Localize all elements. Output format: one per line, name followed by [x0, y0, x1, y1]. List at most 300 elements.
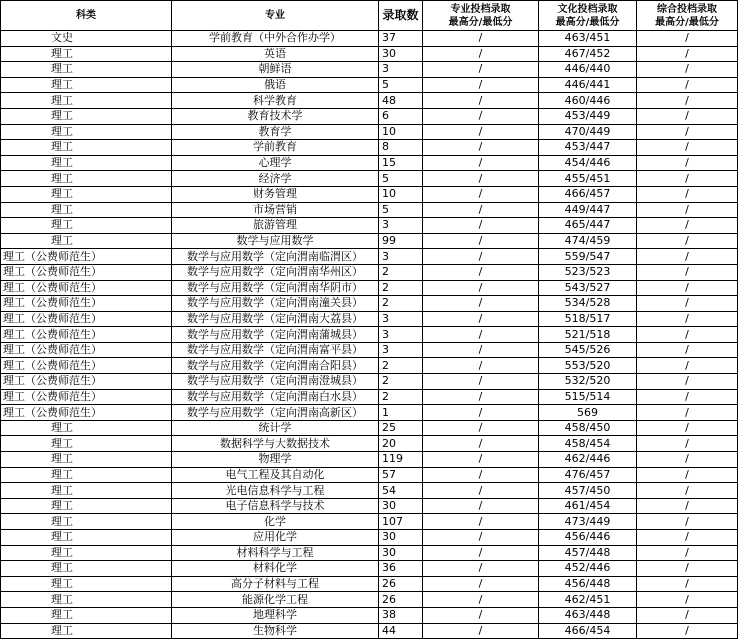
cell-admitted-count: 30 — [379, 46, 423, 62]
category-text: 理工 — [51, 592, 73, 606]
table-row — [1, 31, 738, 47]
cell-admitted-count: 10 — [379, 124, 423, 140]
cell-composite-score: / — [637, 31, 738, 47]
category-text: 理工（公费师范生） — [3, 265, 102, 279]
cell-category — [1, 108, 172, 124]
category-text: 理工 — [51, 436, 73, 450]
cell-major-score: / — [423, 342, 539, 358]
category-text: 理工 — [51, 467, 73, 481]
cell-culture-score: 462/446 — [539, 452, 637, 468]
cell-major-score: / — [423, 358, 539, 374]
category-text: 理工 — [51, 608, 73, 622]
cell-category — [1, 296, 172, 312]
category-text: 理工 — [51, 623, 73, 637]
cell-major-score: / — [423, 124, 539, 140]
category-text: 理工 — [51, 93, 73, 107]
cell-admitted-count: 44 — [379, 623, 423, 639]
cell-admitted-count: 2 — [379, 374, 423, 390]
table-row — [1, 108, 738, 124]
cell-major-score: / — [423, 264, 539, 280]
cell-composite-score: / — [637, 93, 738, 109]
cell-category — [1, 124, 172, 140]
category-text: 文史 — [51, 31, 73, 45]
cell-major-score: / — [423, 561, 539, 577]
cell-culture-score: 449/447 — [539, 202, 637, 218]
cell-culture-score: 462/451 — [539, 592, 637, 608]
cell-culture-score: 446/440 — [539, 62, 637, 78]
cell-admitted-count: 57 — [379, 467, 423, 483]
cell-admitted-count: 119 — [379, 452, 423, 468]
cell-category — [1, 452, 172, 468]
cell-composite-score: / — [637, 62, 738, 78]
category-text: 理工（公费师范生） — [3, 358, 102, 372]
table-row — [1, 592, 738, 608]
cell-culture-score: 476/457 — [539, 467, 637, 483]
cell-major-score: / — [423, 467, 539, 483]
category-text: 理工 — [51, 452, 73, 466]
cell-culture-score: 474/459 — [539, 233, 637, 249]
cell-major-score: / — [423, 607, 539, 623]
category-text: 理工 — [51, 530, 73, 544]
cell-culture-score: 446/441 — [539, 77, 637, 93]
cell-major: 学前教育 — [172, 140, 379, 156]
cell-major: 数学与应用数学 — [172, 233, 379, 249]
cell-major: 学前教育（中外合作办学） — [172, 31, 379, 47]
table-row — [1, 77, 738, 93]
cell-category — [1, 467, 172, 483]
cell-category — [1, 514, 172, 530]
header-culture-score-line2: 最高分/最低分 — [555, 16, 620, 28]
cell-composite-score: / — [637, 358, 738, 374]
cell-major: 电气工程及其自动化 — [172, 467, 379, 483]
cell-culture-score: 465/447 — [539, 218, 637, 234]
cell-major: 教育学 — [172, 124, 379, 140]
header-composite-score-line2: 最高分/最低分 — [655, 16, 719, 28]
table-row — [1, 124, 738, 140]
cell-culture-score: 473/449 — [539, 514, 637, 530]
cell-category — [1, 140, 172, 156]
table-row — [1, 264, 738, 280]
cell-admitted-count: 2 — [379, 389, 423, 405]
cell-category — [1, 93, 172, 109]
cell-admitted-count: 2 — [379, 358, 423, 374]
table-row — [1, 607, 738, 623]
table-row — [1, 249, 738, 265]
category-text: 理工 — [51, 62, 73, 76]
cell-major-score: / — [423, 140, 539, 156]
cell-admitted-count: 30 — [379, 545, 423, 561]
cell-admitted-count: 5 — [379, 77, 423, 93]
cell-admitted-count: 54 — [379, 483, 423, 499]
cell-major-score: / — [423, 592, 539, 608]
cell-culture-score: 463/448 — [539, 607, 637, 623]
cell-major: 光电信息科学与工程 — [172, 483, 379, 499]
cell-admitted-count: 26 — [379, 576, 423, 592]
cell-composite-score: / — [637, 171, 738, 187]
cell-major: 数学与应用数学（定向渭南大荔县） — [172, 311, 379, 327]
table-body — [1, 31, 738, 639]
cell-major-score: / — [423, 483, 539, 499]
category-text: 理工 — [51, 124, 73, 138]
cell-culture-score: 518/517 — [539, 311, 637, 327]
cell-culture-score: 457/450 — [539, 483, 637, 499]
cell-major-score: / — [423, 374, 539, 390]
header-major-score — [423, 1, 539, 31]
category-text: 理工 — [51, 78, 73, 92]
cell-admitted-count: 99 — [379, 233, 423, 249]
cell-major: 高分子材料与工程 — [172, 576, 379, 592]
cell-major: 数学与应用数学（定向渭南潼关县） — [172, 296, 379, 312]
cell-category — [1, 420, 172, 436]
cell-admitted-count: 36 — [379, 561, 423, 577]
cell-major: 俄语 — [172, 77, 379, 93]
category-text: 理工 — [51, 421, 73, 435]
table-row — [1, 420, 738, 436]
cell-major-score: / — [423, 327, 539, 343]
category-text: 理工（公费师范生） — [3, 343, 102, 357]
cell-major-score: / — [423, 202, 539, 218]
cell-culture-score: 553/520 — [539, 358, 637, 374]
cell-category — [1, 311, 172, 327]
cell-major-score: / — [423, 233, 539, 249]
cell-major: 数学与应用数学（定向渭南合阳县） — [172, 358, 379, 374]
header-culture-score-line1: 文化投档录取 — [557, 3, 618, 15]
cell-composite-score: / — [637, 607, 738, 623]
category-text: 理工（公费师范生） — [3, 280, 102, 294]
table-row — [1, 358, 738, 374]
cell-culture-score: 456/446 — [539, 530, 637, 546]
cell-culture-score: 453/447 — [539, 140, 637, 156]
cell-category — [1, 233, 172, 249]
category-text: 理工 — [51, 483, 73, 497]
cell-category — [1, 389, 172, 405]
cell-culture-score: 454/446 — [539, 155, 637, 171]
cell-admitted-count: 15 — [379, 155, 423, 171]
cell-category — [1, 405, 172, 421]
cell-major: 地理科学 — [172, 607, 379, 623]
cell-composite-score: / — [637, 327, 738, 343]
cell-major: 数据科学与大数据技术 — [172, 436, 379, 452]
header-culture-score — [539, 1, 637, 31]
category-text: 理工 — [51, 202, 73, 216]
table-row — [1, 202, 738, 218]
header-admitted-count: 录取数 — [379, 1, 423, 31]
cell-major-score: / — [423, 77, 539, 93]
cell-admitted-count: 30 — [379, 498, 423, 514]
cell-major-score: / — [423, 296, 539, 312]
cell-major-score: / — [423, 108, 539, 124]
cell-category — [1, 62, 172, 78]
cell-composite-score: / — [637, 467, 738, 483]
cell-category — [1, 46, 172, 62]
category-text: 理工（公费师范生） — [3, 389, 102, 403]
cell-major: 旅游管理 — [172, 218, 379, 234]
cell-composite-score: / — [637, 561, 738, 577]
cell-composite-score: / — [637, 483, 738, 499]
cell-composite-score: / — [637, 389, 738, 405]
table-row — [1, 171, 738, 187]
cell-culture-score: 523/523 — [539, 264, 637, 280]
cell-composite-score: / — [637, 155, 738, 171]
cell-culture-score: 521/518 — [539, 327, 637, 343]
table-row — [1, 155, 738, 171]
cell-composite-score: / — [637, 296, 738, 312]
cell-major-score: / — [423, 31, 539, 47]
cell-admitted-count: 2 — [379, 264, 423, 280]
table-row — [1, 436, 738, 452]
category-text: 理工 — [51, 577, 73, 591]
cell-culture-score: 461/454 — [539, 498, 637, 514]
cell-major-score: / — [423, 186, 539, 202]
cell-admitted-count: 25 — [379, 420, 423, 436]
cell-category — [1, 342, 172, 358]
cell-category — [1, 483, 172, 499]
cell-admitted-count: 3 — [379, 249, 423, 265]
cell-composite-score: / — [637, 311, 738, 327]
table-row — [1, 530, 738, 546]
cell-major: 市场营销 — [172, 202, 379, 218]
cell-major: 物理学 — [172, 452, 379, 468]
cell-category — [1, 358, 172, 374]
cell-composite-score: / — [637, 124, 738, 140]
cell-composite-score: / — [637, 592, 738, 608]
cell-category — [1, 498, 172, 514]
cell-composite-score: / — [637, 545, 738, 561]
cell-admitted-count: 3 — [379, 327, 423, 343]
category-text: 理工 — [51, 187, 73, 201]
cell-composite-score: / — [637, 280, 738, 296]
cell-composite-score: / — [637, 77, 738, 93]
cell-admitted-count: 10 — [379, 186, 423, 202]
table-row — [1, 374, 738, 390]
cell-category — [1, 202, 172, 218]
cell-culture-score: 545/526 — [539, 342, 637, 358]
cell-major: 数学与应用数学（定向渭南临渭区） — [172, 249, 379, 265]
cell-major: 数学与应用数学（定向渭南澄城县） — [172, 374, 379, 390]
category-text: 理工 — [51, 140, 73, 154]
cell-major-score: / — [423, 311, 539, 327]
cell-major-score: / — [423, 62, 539, 78]
cell-admitted-count: 6 — [379, 108, 423, 124]
cell-culture-score: 463/451 — [539, 31, 637, 47]
cell-major: 材料科学与工程 — [172, 545, 379, 561]
cell-admitted-count: 2 — [379, 280, 423, 296]
cell-admitted-count: 5 — [379, 202, 423, 218]
cell-admitted-count: 3 — [379, 62, 423, 78]
cell-major: 电子信息科学与技术 — [172, 498, 379, 514]
cell-category — [1, 186, 172, 202]
header-composite-score — [637, 1, 738, 31]
category-text: 理工（公费师范生） — [3, 249, 102, 263]
cell-major-score: / — [423, 155, 539, 171]
cell-major-score: / — [423, 436, 539, 452]
cell-culture-score: 569 — [539, 405, 637, 421]
cell-admitted-count: 8 — [379, 140, 423, 156]
table-row — [1, 311, 738, 327]
cell-admitted-count: 3 — [379, 218, 423, 234]
table-row — [1, 218, 738, 234]
cell-composite-score: / — [637, 342, 738, 358]
category-text: 理工 — [51, 218, 73, 232]
cell-major: 数学与应用数学（定向渭南白水县） — [172, 389, 379, 405]
category-text: 理工 — [51, 514, 73, 528]
table-row — [1, 140, 738, 156]
cell-category — [1, 623, 172, 639]
cell-culture-score: 466/454 — [539, 623, 637, 639]
cell-major-score: / — [423, 420, 539, 436]
cell-major: 化学 — [172, 514, 379, 530]
table-row — [1, 280, 738, 296]
cell-admitted-count: 107 — [379, 514, 423, 530]
cell-category — [1, 155, 172, 171]
cell-major-score: / — [423, 171, 539, 187]
cell-major-score: / — [423, 623, 539, 639]
cell-category — [1, 171, 172, 187]
table-row — [1, 623, 738, 639]
table-row — [1, 186, 738, 202]
cell-culture-score: 532/520 — [539, 374, 637, 390]
cell-culture-score: 460/446 — [539, 93, 637, 109]
cell-culture-score: 470/449 — [539, 124, 637, 140]
table-row — [1, 93, 738, 109]
cell-composite-score: / — [637, 405, 738, 421]
header-major-score-line1: 专业投档录取 — [450, 3, 511, 15]
cell-major-score: / — [423, 530, 539, 546]
cell-major: 材料化学 — [172, 561, 379, 577]
cell-admitted-count: 30 — [379, 530, 423, 546]
cell-culture-score: 543/527 — [539, 280, 637, 296]
cell-major: 统计学 — [172, 420, 379, 436]
cell-culture-score: 515/514 — [539, 389, 637, 405]
cell-major-score: / — [423, 452, 539, 468]
cell-major: 数学与应用数学（定向渭南华州区） — [172, 264, 379, 280]
header-major-score-line2: 最高分/最低分 — [448, 16, 513, 28]
header-major: 专业 — [172, 1, 379, 31]
cell-category — [1, 249, 172, 265]
category-text: 理工 — [51, 171, 73, 185]
table-row — [1, 576, 738, 592]
cell-major-score: / — [423, 545, 539, 561]
cell-category — [1, 374, 172, 390]
cell-composite-score: / — [637, 623, 738, 639]
cell-major: 应用化学 — [172, 530, 379, 546]
cell-category — [1, 327, 172, 343]
table-row — [1, 389, 738, 405]
cell-category — [1, 77, 172, 93]
table-row — [1, 467, 738, 483]
cell-culture-score: 452/446 — [539, 561, 637, 577]
cell-composite-score: / — [637, 202, 738, 218]
cell-major: 生物科学 — [172, 623, 379, 639]
cell-major-score: / — [423, 93, 539, 109]
table-row — [1, 296, 738, 312]
cell-composite-score: / — [637, 436, 738, 452]
cell-composite-score: / — [637, 264, 738, 280]
cell-major: 数学与应用数学（定向渭南富平县） — [172, 342, 379, 358]
category-text: 理工（公费师范生） — [3, 296, 102, 310]
cell-category — [1, 436, 172, 452]
table-row — [1, 46, 738, 62]
cell-category — [1, 607, 172, 623]
cell-culture-score: 458/450 — [539, 420, 637, 436]
category-text: 理工 — [51, 545, 73, 559]
table-row — [1, 561, 738, 577]
cell-major: 英语 — [172, 46, 379, 62]
cell-category — [1, 545, 172, 561]
cell-admitted-count: 3 — [379, 342, 423, 358]
cell-composite-score: / — [637, 108, 738, 124]
cell-major-score: / — [423, 249, 539, 265]
header-row — [1, 1, 738, 31]
cell-category — [1, 264, 172, 280]
cell-category — [1, 280, 172, 296]
cell-major: 能源化学工程 — [172, 592, 379, 608]
cell-culture-score: 559/547 — [539, 249, 637, 265]
cell-composite-score: / — [637, 374, 738, 390]
cell-admitted-count: 37 — [379, 31, 423, 47]
table-row — [1, 62, 738, 78]
cell-culture-score: 456/448 — [539, 576, 637, 592]
cell-culture-score: 467/452 — [539, 46, 637, 62]
cell-admitted-count: 1 — [379, 405, 423, 421]
cell-composite-score: / — [637, 514, 738, 530]
cell-culture-score: 466/457 — [539, 186, 637, 202]
cell-major-score: / — [423, 514, 539, 530]
cell-composite-score: / — [637, 452, 738, 468]
table-row — [1, 342, 738, 358]
cell-major: 数学与应用数学（定向渭南蒲城县） — [172, 327, 379, 343]
category-text: 理工 — [51, 156, 73, 170]
cell-major-score: / — [423, 218, 539, 234]
cell-composite-score: / — [637, 576, 738, 592]
cell-major-score: / — [423, 280, 539, 296]
category-text: 理工 — [51, 109, 73, 123]
category-text: 理工 — [51, 499, 73, 513]
cell-category — [1, 561, 172, 577]
category-text: 理工（公费师范生） — [3, 311, 102, 325]
category-text: 理工 — [51, 561, 73, 575]
cell-category — [1, 530, 172, 546]
cell-culture-score: 458/454 — [539, 436, 637, 452]
cell-major-score: / — [423, 389, 539, 405]
cell-major-score: / — [423, 576, 539, 592]
cell-major-score: / — [423, 405, 539, 421]
table-row — [1, 405, 738, 421]
cell-admitted-count: 2 — [379, 296, 423, 312]
cell-admitted-count: 5 — [379, 171, 423, 187]
cell-culture-score: 534/528 — [539, 296, 637, 312]
cell-admitted-count: 38 — [379, 607, 423, 623]
cell-category — [1, 218, 172, 234]
cell-category — [1, 576, 172, 592]
cell-major: 数学与应用数学（定向渭南华阴市） — [172, 280, 379, 296]
table-row — [1, 327, 738, 343]
cell-culture-score: 455/451 — [539, 171, 637, 187]
cell-composite-score: / — [637, 186, 738, 202]
cell-composite-score: / — [637, 420, 738, 436]
cell-major-score: / — [423, 498, 539, 514]
table-row — [1, 498, 738, 514]
cell-admitted-count: 48 — [379, 93, 423, 109]
cell-composite-score: / — [637, 530, 738, 546]
header-category: 科类 — [1, 1, 172, 31]
cell-composite-score: / — [637, 218, 738, 234]
cell-composite-score: / — [637, 249, 738, 265]
header-composite-score-line1: 综合投档录取 — [657, 3, 717, 15]
cell-admitted-count: 26 — [379, 592, 423, 608]
cell-major: 经济学 — [172, 171, 379, 187]
table-row — [1, 545, 738, 561]
